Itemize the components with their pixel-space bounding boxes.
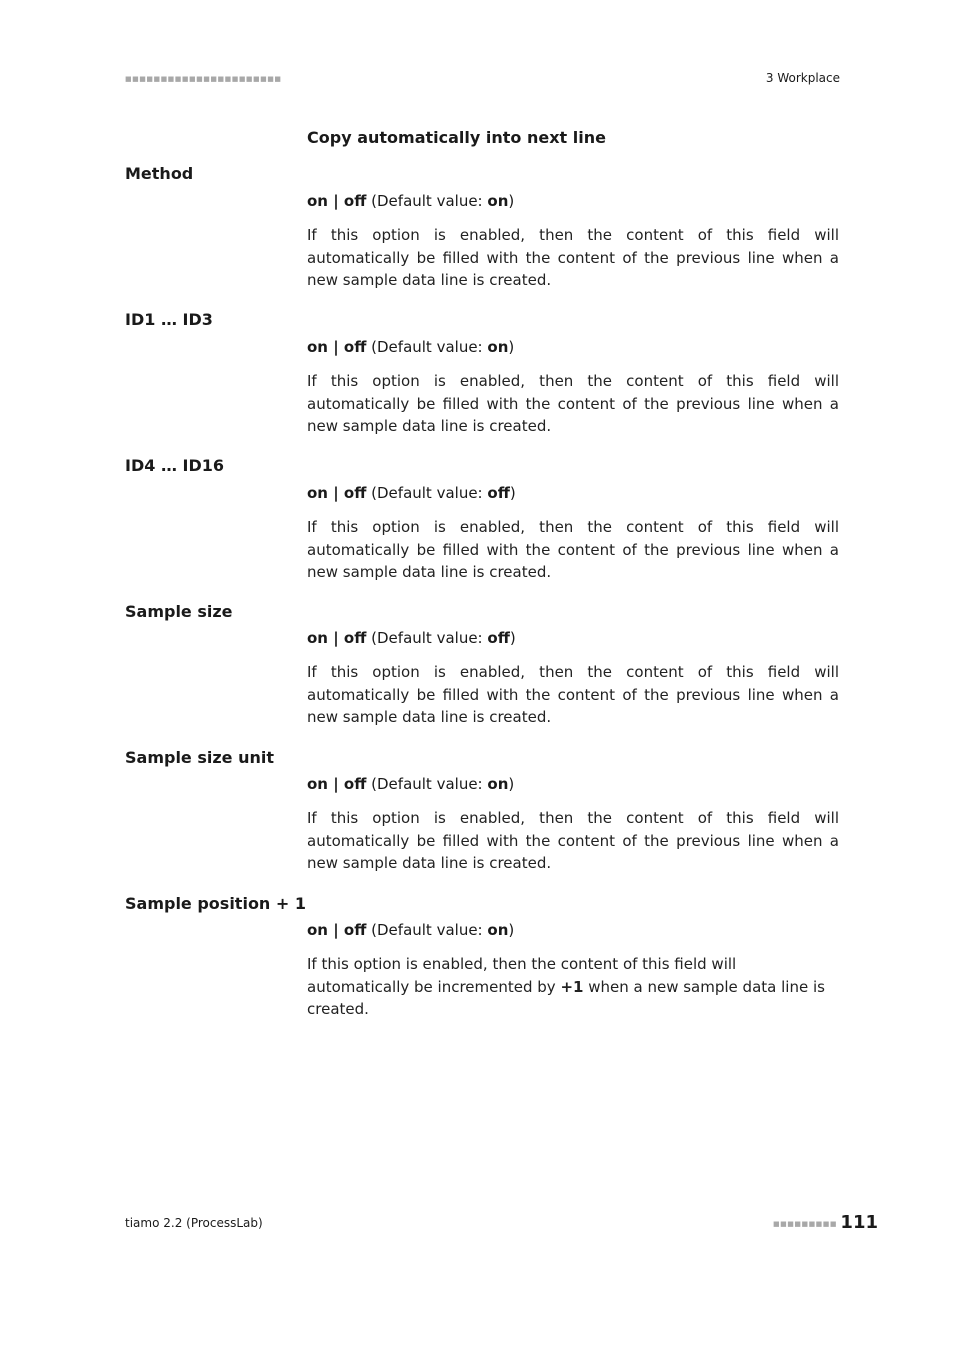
param-description-sample-position bbox=[307, 953, 839, 1021]
option-separator: | bbox=[327, 629, 344, 647]
default-value: on bbox=[487, 775, 509, 793]
option-on: on bbox=[307, 775, 328, 793]
section-heading: Copy automatically into next line bbox=[307, 128, 606, 147]
default-prefix: (Default value: bbox=[366, 775, 488, 793]
default-suffix: ) bbox=[508, 338, 515, 356]
option-separator: | bbox=[327, 192, 344, 210]
footer-title: tiamo 2.2 (ProcessLab) bbox=[125, 1216, 263, 1230]
option-off: off bbox=[343, 484, 367, 502]
default-prefix: (Default value: bbox=[366, 484, 488, 502]
param-name-id1-id3: ID1 … ID3 bbox=[125, 310, 213, 329]
option-on: on bbox=[307, 484, 328, 502]
option-off: off bbox=[343, 338, 367, 356]
param-name-id4-id16: ID4 … ID16 bbox=[125, 456, 225, 475]
default-value: on bbox=[487, 338, 509, 356]
default-suffix: ) bbox=[508, 192, 515, 210]
default-value: off bbox=[487, 484, 510, 502]
chapter-title: 3 Workplace bbox=[765, 71, 840, 85]
option-on: on bbox=[307, 921, 328, 939]
param-name-sample-size-unit: Sample size unit bbox=[125, 748, 275, 767]
param-description-sample-size-unit: If this option is enabled, then the content of this field will automatically be filled with the content of the previous line when a new sample data line is created. bbox=[307, 809, 839, 872]
option-on: on bbox=[307, 192, 328, 210]
increment-value: +1 bbox=[560, 977, 584, 996]
option-on: on bbox=[307, 629, 328, 647]
footer-marks: ■■■■■■■■■ bbox=[773, 1220, 838, 1228]
default-suffix: ) bbox=[509, 629, 516, 647]
param-options-sample-position bbox=[307, 921, 514, 939]
param-description-id4-id16: If this option is enabled, then the content of this field will automatically be filled with the content of the previous line when a new sample data line is created. bbox=[307, 518, 839, 581]
option-separator: | bbox=[327, 484, 344, 502]
option-off: off bbox=[343, 192, 367, 210]
param-name-method: Method bbox=[125, 164, 194, 183]
param-description-method: If this option is enabled, then the content of this field will automatically be filled with the content of the previous line when a new sample data line is created. bbox=[307, 226, 839, 289]
default-suffix: ) bbox=[508, 775, 515, 793]
param-options-sample-size bbox=[307, 629, 516, 647]
option-off: off bbox=[343, 775, 367, 793]
default-suffix: ) bbox=[508, 921, 515, 939]
option-separator: | bbox=[327, 775, 344, 793]
param-options-id1-id3 bbox=[307, 338, 514, 356]
default-prefix: (Default value: bbox=[366, 338, 488, 356]
param-description-id1-id3: If this option is enabled, then the content of this field will automatically be filled with the content of the previous line when a new sample data line is created. bbox=[307, 372, 839, 435]
param-name-sample-size: Sample size bbox=[125, 602, 233, 621]
option-separator: | bbox=[327, 921, 344, 939]
description-text: If this option is enabled, then the content of this field will automatically be incremented by bbox=[307, 955, 737, 996]
default-prefix: (Default value: bbox=[366, 629, 488, 647]
default-prefix: (Default value: bbox=[366, 921, 488, 939]
default-suffix: ) bbox=[509, 484, 516, 502]
option-on: on bbox=[307, 338, 328, 356]
default-value: off bbox=[487, 629, 510, 647]
option-off: off bbox=[343, 629, 367, 647]
option-separator: | bbox=[327, 338, 344, 356]
option-off: off bbox=[343, 921, 367, 939]
param-options-method bbox=[307, 192, 514, 210]
param-description-sample-size: If this option is enabled, then the content of this field will automatically be filled with the content of the previous line when a new sample data line is created. bbox=[307, 663, 839, 726]
description-text: when a new sample data line is created. bbox=[307, 977, 825, 1018]
default-value: on bbox=[487, 921, 509, 939]
default-value: on bbox=[487, 192, 509, 210]
header-marks: ■■■■■■■■■■■■■■■■■■■■■■ bbox=[125, 75, 282, 83]
param-name-sample-position: Sample position + 1 bbox=[125, 894, 306, 913]
default-prefix: (Default value: bbox=[366, 192, 488, 210]
page-number: 111 bbox=[840, 1212, 878, 1233]
param-options-sample-size-unit bbox=[307, 775, 514, 793]
param-options-id4-id16 bbox=[307, 484, 516, 502]
